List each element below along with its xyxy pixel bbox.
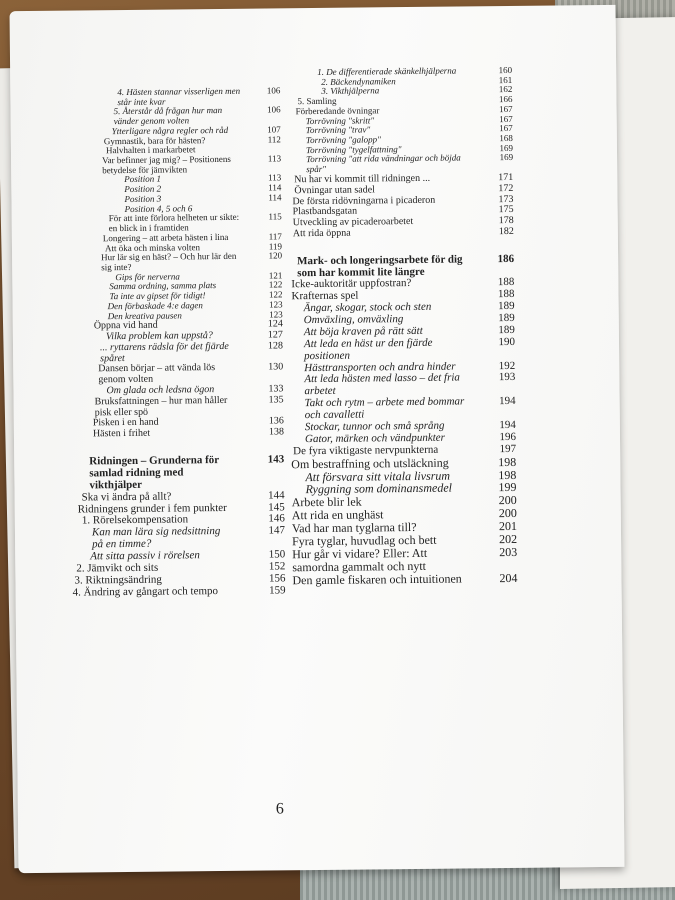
toc-entry	[288, 153, 513, 175]
toc-entry-title: Torrövning "att rida vändningar och böjda spår"	[306, 152, 461, 175]
toc-entry-title: Position 2	[124, 183, 162, 195]
toc-entry-title: Den kreativa pausen	[107, 309, 182, 321]
toc-entry-title: 2. Jämvikt och sits	[76, 561, 159, 575]
toc-entry-page: 182	[498, 225, 514, 237]
toc-entry-page: 122	[268, 279, 283, 290]
toc-entry-page: 186	[497, 252, 515, 265]
toc-entry-page: 106	[266, 104, 281, 115]
toc-entry-page: 150	[268, 548, 286, 561]
toc-entry-title: Vad har man tyglarna till?	[291, 520, 417, 536]
toc-entry-page: 113	[267, 153, 282, 164]
toc-left-column	[65, 86, 285, 599]
toc-entry-title: Arbete blir lek	[291, 494, 362, 510]
toc-entry-page: 135	[268, 394, 284, 406]
toc-entry-page: 172	[498, 182, 514, 194]
toc-entry-page: 107	[267, 124, 281, 135]
toc-entry	[65, 86, 280, 108]
toc-entry-title: Longering – att arbeta hästen i lina	[102, 231, 229, 244]
toc-entry-page: 136	[268, 415, 284, 427]
toc-entry-title: ... ryttarens rädsla för det fjärde spåret	[99, 340, 229, 364]
toc-entry-page: 115	[268, 211, 282, 222]
toc-entry	[69, 395, 284, 419]
toc-entry	[71, 585, 286, 599]
toc-entry-title: Nu har vi kommit till ridningen ...	[294, 172, 431, 186]
toc-entry-title: Gips för nerverna	[115, 271, 180, 282]
toc-entry-title: Gymnastik, bara för hästen?	[103, 134, 206, 146]
toc-entry	[67, 213, 282, 235]
toc-entry	[290, 372, 515, 398]
toc-entry-page: 127	[267, 329, 283, 341]
toc-entry-title: 1. De differentierade skänkelhjälperna	[317, 65, 457, 77]
toc-entry-title: Hur går vi vidare? Eller: Att samordna gammalt och nytt	[292, 546, 428, 575]
toc-entry-page: 114	[268, 182, 282, 193]
toc-entry-title: Torrövning "galopp"	[305, 134, 381, 146]
toc-entry-title: Position 3	[124, 193, 162, 204]
toc-entry-page: 189	[498, 300, 515, 313]
toc-entry-page: 189	[498, 311, 515, 325]
toc-entry-title: Position 4, 5 och 6	[124, 202, 193, 214]
toc-entry-page: 121	[268, 270, 283, 281]
toc-entry-title: Ryggning som dominansmedel	[305, 481, 453, 497]
toc-entry-page: 133	[268, 383, 284, 395]
toc-entry-page: 138	[268, 426, 284, 438]
toc-entry	[291, 396, 516, 422]
toc-entry-page: 162	[498, 84, 513, 95]
toc-entry	[69, 438, 284, 454]
toc-entry-title: Den förbaskade 4:e dagen	[107, 300, 203, 311]
toc-entry-title: Öppna vid hand	[93, 319, 158, 332]
toc-entry-title: 1. Rörelsekompensation	[81, 513, 189, 527]
toc-entry-title: Att böja kraven på rätt sätt	[303, 324, 423, 339]
toc-entry-page: 146	[268, 512, 285, 525]
toc-entry-title: Kan man lära sig nedsittning på en timme?	[91, 525, 221, 551]
toc-entry-page: 200	[498, 493, 517, 508]
toc-entry-title: 2. Bäckendynamiken	[321, 75, 396, 87]
toc-entry-page: 194	[499, 395, 516, 408]
toc-entry-page: 203	[499, 545, 518, 560]
toc-entry-page: 173	[498, 193, 514, 205]
toc-entry-title: Gator, märken och vändpunkter	[304, 431, 445, 445]
toc-entry-title: Att leda hästen med lasso – det fria arbetet	[304, 371, 460, 398]
toc-entry-title: Torrövning "skritt"	[305, 114, 375, 126]
toc-entry-title: Icke-auktoritär uppfostran?	[291, 277, 412, 291]
toc-entry-title: Dansen börjar – att vända lös genom volten	[98, 362, 216, 386]
toc-entry-page: 106	[266, 85, 281, 96]
toc-entry-page: 192	[498, 359, 516, 372]
toc-entry-title: Att leda en häst ur den fjärde positionen	[303, 336, 433, 362]
toc-entry	[70, 526, 285, 552]
toc-entry-title: De första ridövningarna i picaderon	[292, 194, 436, 207]
toc-entry-page: 201	[498, 519, 517, 534]
toc-entry-page: 114	[268, 192, 282, 203]
toc-entry-page: 198	[498, 454, 517, 469]
toc-entry-page: 117	[268, 231, 282, 242]
toc-entry-title: 4. Hästen stannar visserligen men står inte kvar	[117, 85, 241, 107]
toc-entry-title: Plastbandsgatan	[292, 205, 358, 218]
toc-entry-title: Position 1	[124, 174, 162, 185]
toc-entry-page: 167	[499, 103, 513, 114]
toc-entry-page: 193	[498, 371, 516, 384]
toc-entry-title: Hästtransporten och andra hinder	[304, 360, 456, 374]
toc-entry-page: 119	[268, 240, 283, 251]
toc-entry	[68, 341, 283, 365]
toc-entry-title: 4. Ändring av gångart och tempo	[72, 584, 219, 599]
toc-entry-page: 123	[269, 299, 283, 310]
toc-entry-title: För att inte förlora helheten ur sikte: en blick in i framtiden	[108, 212, 240, 234]
toc-entry-title: Krafternas spel	[291, 289, 359, 303]
toc-entry	[290, 337, 515, 363]
toc-entry-page: 159	[269, 583, 286, 597]
toc-entry-title: Stockar, tunnor och små språng	[304, 419, 445, 434]
toc-entry	[292, 572, 517, 587]
toc-entry-page: 178	[498, 215, 514, 227]
toc-section-heading	[69, 454, 284, 492]
toc-entry-page: 120	[268, 250, 283, 261]
book-page	[10, 5, 625, 873]
toc-entry-page: 198	[498, 467, 517, 482]
toc-entry-title: Var befinner jag mig? – Positionens betydelse för jämvikten	[102, 153, 231, 175]
toc-entry-page: 128	[267, 340, 284, 352]
toc-entry-title: Pisken i en hand	[92, 417, 159, 429]
toc-entry-page: 166	[498, 94, 513, 105]
toc-entry	[67, 252, 282, 274]
toc-entry-page: 194	[499, 418, 516, 432]
toc-entry-page: 197	[499, 442, 517, 455]
toc-right-column	[287, 66, 517, 587]
toc-entry-page: 122	[268, 289, 283, 300]
toc-entry-page: 113	[268, 172, 282, 183]
toc-entry-title: Den gamle fiskaren och intuitionen	[292, 571, 462, 588]
toc-entry-page: 169	[499, 142, 514, 153]
toc-entry-page: 199	[498, 480, 517, 495]
toc-entry-page: 112	[267, 133, 281, 145]
toc-entry-title: Att försvara sitt vitala livsrum	[305, 468, 451, 484]
toc-entry-title: Omväxling, omväxling	[303, 313, 404, 327]
toc-entry-page: 171	[498, 171, 514, 183]
toc-entry-title: Samma ordning, samma plats	[109, 280, 217, 292]
toc-entry-title: Bruksfattningen – hur man håller pisk eller spö	[94, 394, 228, 418]
toc-entry	[68, 363, 283, 387]
toc-entry-title: Ridningens grunder i fem punkter	[77, 501, 227, 516]
toc-entry-title: Takt och rytm – arbete med bommar och cavalletti	[304, 395, 465, 422]
toc-entry-title: 5. Återstår då frågan hur man vänder genom volten	[113, 105, 223, 127]
toc-entry-title: Vilka problem kan uppstå?	[105, 330, 213, 343]
toc-entry-page: 161	[498, 74, 513, 85]
toc-entry-title: De fyra viktigaste nervpunkterna	[293, 443, 439, 457]
toc-entry-page: 169	[499, 152, 514, 163]
toc-entry-page: 124	[267, 318, 283, 330]
toc-entry-title: Ta inte av gipset för tidigt!	[109, 290, 206, 302]
toc-entry-title: Om glada och ledsna ögon	[106, 384, 215, 397]
toc-entry-page: 175	[498, 204, 514, 216]
toc-entry-page: 200	[498, 506, 517, 521]
toc-entry-title: Att rida öppna	[292, 227, 351, 240]
toc-entry-title: 5. Samling	[297, 95, 337, 107]
toc-entry-page: 167	[499, 123, 513, 134]
toc-entry-title: Att rida en unghäst	[291, 507, 384, 523]
toc-entry-page: 160	[498, 64, 513, 76]
toc-entry-page: 188	[497, 288, 515, 301]
toc-entry-page: 143	[267, 453, 285, 466]
toc-entry-title: Utveckling av picaderoarbetet	[292, 216, 414, 229]
toc-entry-page: 152	[268, 560, 286, 573]
toc-entry-title: Att sitta passiv i rörelsen	[90, 549, 200, 563]
toc-entry-page: 167	[499, 113, 513, 124]
toc-entry-page: 189	[498, 323, 515, 337]
toc-entry	[292, 546, 517, 574]
toc-entry-title: 3. Riktningsändring	[74, 573, 162, 587]
toc-entry-page: 204	[499, 571, 518, 586]
toc-entry-title: Att öka och minska volten	[104, 241, 201, 253]
toc-entry-title: Om bestraffning och utsläckning	[291, 455, 449, 471]
toc-entry-page: 196	[499, 430, 517, 443]
toc-entry-title: Torrövning "tygelfattning"	[305, 143, 402, 155]
page-number: 6	[275, 800, 284, 818]
toc-entry-page: 168	[499, 132, 513, 144]
toc-entry-page: 144	[268, 488, 285, 502]
toc-entry-page: 156	[268, 572, 286, 585]
toc-entry-page: 123	[269, 308, 283, 320]
toc-section-heading	[289, 254, 514, 280]
toc-entry-page: 130	[268, 361, 284, 373]
toc-entry-page: 147	[268, 524, 286, 537]
toc-entry-title: Ängar, skogar, stock och sten	[303, 300, 432, 315]
toc-entry-title: Mark- och longeringsarbete för dig som har kommit lite längre	[297, 253, 463, 279]
toc-entry	[69, 428, 284, 441]
toc-entry-title: Övningar utan sadel	[294, 184, 375, 196]
toc-entry-title: Ska vi ändra på allt?	[81, 490, 172, 504]
toc-entry-title: Fyra tyglar, huvudlag och bett	[291, 533, 437, 549]
toc-entry-title: 3. Vikthjälperna	[321, 85, 380, 97]
toc-entry-page: 202	[498, 532, 518, 547]
toc-entry	[66, 154, 281, 176]
toc-entry	[289, 238, 514, 254]
toc-entry-title: Hur lär sig en häst? – Och hur lär den sig inte?	[101, 251, 237, 273]
toc-entry-title: Förberedande övningar	[295, 105, 380, 117]
toc-entry-page: 188	[497, 276, 515, 289]
toc-entry-title: Halvhalten i markarbetet	[105, 144, 196, 156]
toc-entry-page: 145	[268, 500, 285, 514]
toc-entry-title: Hästen i frihet	[92, 427, 151, 440]
toc-entry-title: Torrövning "trav"	[305, 124, 371, 136]
toc-entry-title: Ridningen – Grunderna för samlad ridning med vikthjälper	[89, 454, 219, 492]
toc-entry-title: Ytterligare några regler och råd	[111, 124, 229, 137]
toc-entry-page: 190	[498, 335, 516, 348]
toc-entry	[66, 106, 281, 128]
